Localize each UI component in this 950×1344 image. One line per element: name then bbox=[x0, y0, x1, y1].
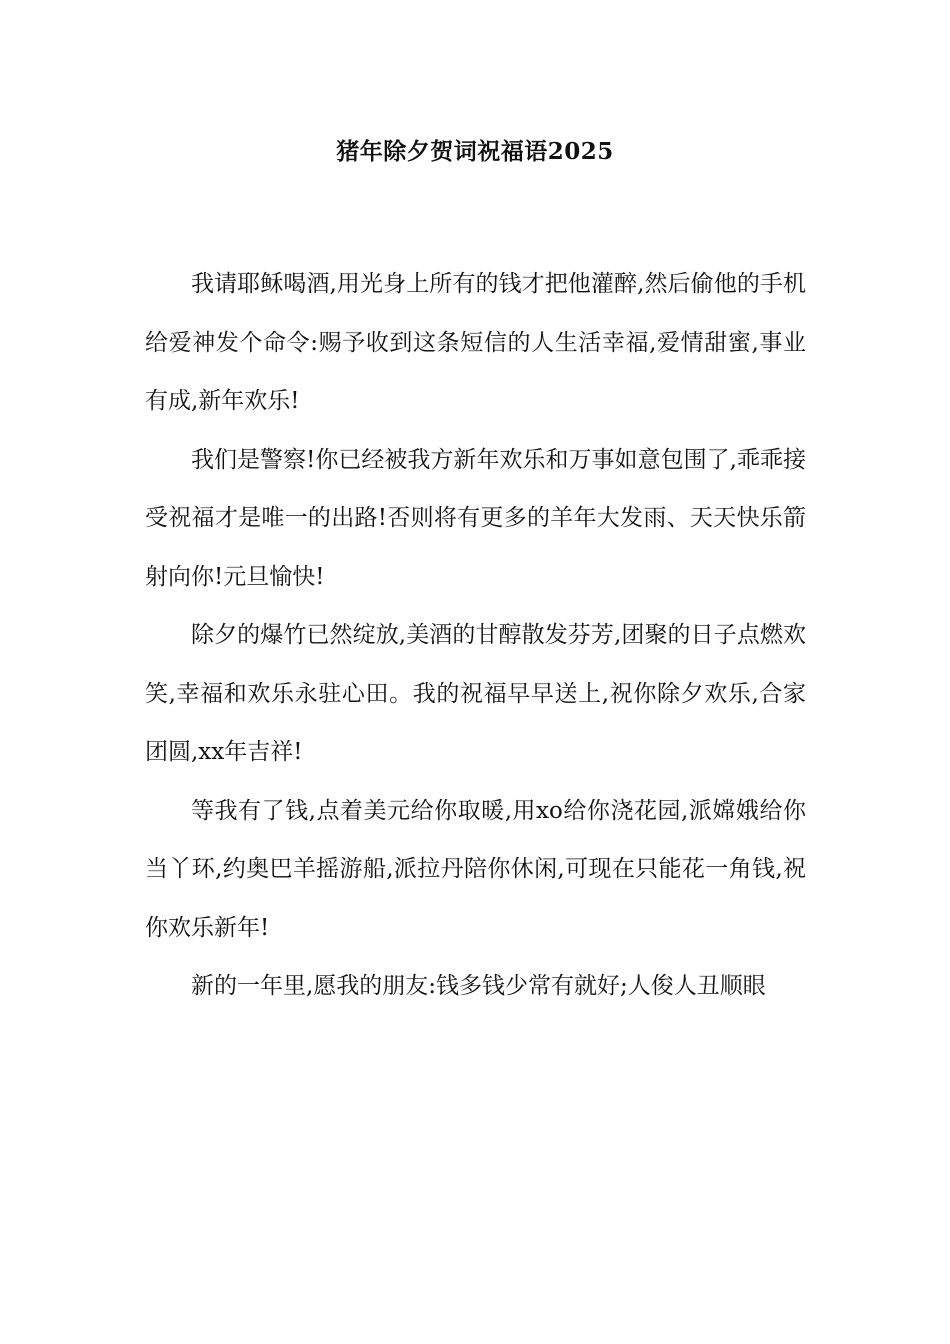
paragraph-1: 我请耶稣喝酒,用光身上所有的钱才把他灌醉,然后偷他的手机给爱神发个命令:赐予收到这条短信的人生活幸福,爱情甜蜜,事业有成,新年欢乐! bbox=[145, 271, 806, 414]
paragraph-4: 等我有了钱,点着美元给你取暖,用xo给你浇花园,派嫦娥给你当丫环,约奥巴羊摇游船,派拉丹陪你休闲,可现在只能花一角钱,祝你欢乐新年! bbox=[145, 797, 806, 941]
paragraph-5: 新的一年里,愿我的朋友:钱多钱少常有就好;人俊人丑顺眼 bbox=[191, 973, 766, 999]
paragraph-2: 我们是警察!你已经被我方新年欢乐和万事如意包围了,乖乖接受祝福才是唯一的出路!否则将有更多的羊年大发雨、天天快乐箭射向你!元旦愉快! bbox=[145, 446, 806, 590]
paragraph-3: 除夕的爆竹已然绽放,美酒的甘醇散发芬芳,团聚的日子点燃欢笑,幸福和欢乐永驻心田。我的祝福早早送上,祝你除夕欢乐,合家团圆,xx年吉祥! bbox=[145, 622, 806, 765]
document-title: 猪年除夕贺词祝福语2025 bbox=[336, 138, 614, 165]
document-body bbox=[145, 255, 806, 1016]
